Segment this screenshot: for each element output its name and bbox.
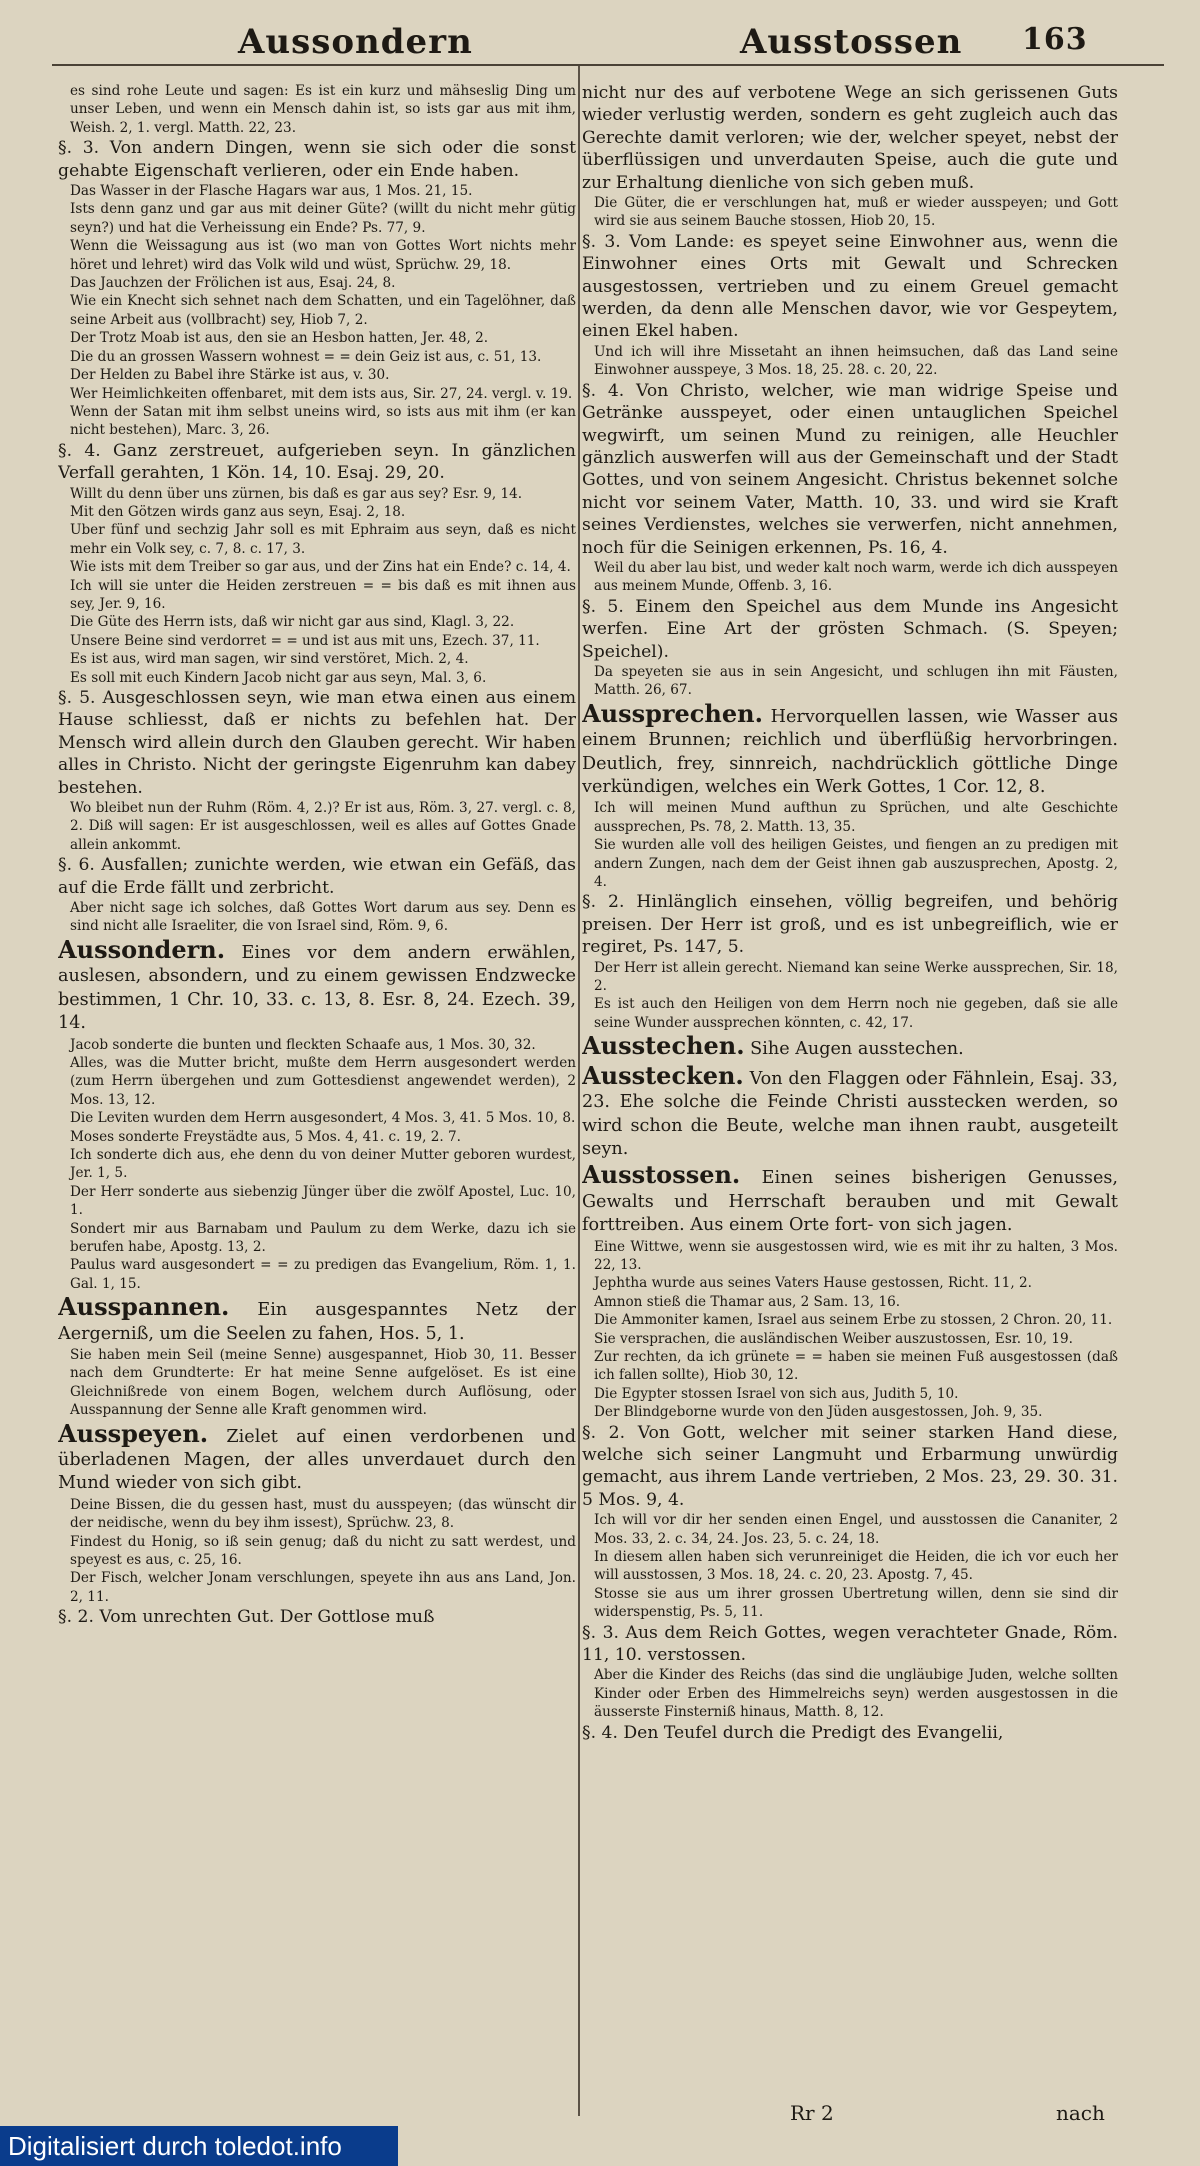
entry-definition: Eines vor dem andern erwählen, auslesen, absondern, und zu einem gewissen Endzwecke bestimmen, 1 Chr. 10, 33. c. 13, 8. Esr. 8, 24. Ezech. 39, 14. (58, 942, 576, 1034)
citation-paragraph: Es ist aus, wird man sagen, wir sind verstöret, Mich. 2, 4. (70, 651, 469, 668)
entry-definition: Hervorquellen lassen, wie Wasser aus einem Brunnen; reichlich und überflüßig hervorbringen. Deutlich, frey, sinnreich, nachdrücklich göttliche Dinge verkündigen, welches ein Werk Gottes, 1 Cor. 12, 8. (582, 706, 1118, 797)
header-rule (52, 64, 1164, 66)
entry-definition: Einen seines bisherigen Genusses, Gewalts und Herrschaft berauben und mit Gewalt forttreiben. Aus einem Orte fort- von sich jagen. (582, 1168, 1118, 1236)
citation-paragraph: Der Fisch, welcher Jonam verschlungen, speyete ihn aus ans Land, Jon. 2, 11. (70, 1570, 576, 1605)
catchword: nach (1056, 2101, 1105, 2125)
citation-paragraph: Das Wasser in der Flasche Hagars war aus, 1 Mos. 21, 15. (70, 183, 473, 200)
citation-paragraph: Und ich will ihre Missetaht an ihnen heimsuchen, daß das Land seine Einwohner ausspeye, 3 Mos. 18, 25. 28. c. 20, 22. (594, 343, 1118, 379)
citation-paragraph: Wer Heimlichkeiten offenbaret, mit dem ists aus, Sir. 27, 24. vergl. v. 19. (70, 385, 573, 402)
citation-paragraph: Ists denn ganz und gar aus mit deiner Güte? (willt du nicht mehr gütig seyn?) und hat die Verheissung ein Ende? Ps. 77, 9. (70, 201, 576, 236)
entry-paragraph (58, 1292, 576, 1346)
section-paragraph: §. 3. Vom Lande: es speyet seine Einwohner aus, wenn die Einwohner eines Orts mit Gewalt und Schrecken ausgestossen, vertrieben und zu einem Greuel gemacht werden, da denn alle Menschen davor, wie vor Gespeytem, einen Ekel haben. (582, 231, 1118, 342)
headword: Ausstecken. (582, 1060, 744, 1090)
section-paragraph: §. 2. Vom unrechten Gut. Der Gottlose muß (58, 1607, 435, 1628)
citation-paragraph: Es soll mit euch Kindern Jacob nicht gar aus seyn, Mal. 3, 6. (70, 669, 487, 686)
citation-paragraph: Amnon stieß die Thamar aus, 2 Sam. 13, 16. (594, 1293, 901, 1310)
section-paragraph: nicht nur des auf verbotene Wege an sich gerissenen Guts wieder verlustig werden, sondern es geht zugleich auch das Gerechte damit verloren; wie der, welcher speyet, nebst der überflüssigen und unverdauten Speise, auch die gute und zur Erhaltung dienliche von sich geben muß. (582, 83, 1118, 193)
citation-paragraph: Jephtha wurde aus seines Vaters Hause gestossen, Richt. 11, 2. (594, 1275, 1032, 1292)
entry-paragraph (582, 1031, 1118, 1061)
entry-definition: Sihe Augen ausstechen. (744, 1039, 964, 1060)
citation-paragraph: Sie haben mein Seil (meine Senne) ausgespannet, Hiob 30, 11. Besser nach dem Grundterte: Er hat meine Senne aufgelöset. Es ist eine Gleichnißrede von einem Bogen, welchem durch Auflösung, oder Ausspannung der Senne alle Kraft genommen wird. (70, 1347, 576, 1419)
citation-paragraph: Alles, was die Mutter bricht, mußte dem Herrn ausgesondert werden (zum Herrn übergehen und zum Gottesdienst angewendet werden), 2 Mos. 13, 12. (70, 1054, 576, 1108)
citation-paragraph: Deine Bissen, die du gessen hast, must du ausspeyen; (das wünscht dir der neidische, wenn du bey ihm issest), Sprüchw. 23, 8. (70, 1496, 576, 1532)
citation-paragraph: Ich will vor dir her senden einen Engel, und ausstossen die Cananiter, 2 Mos. 33, 2. c. 34, 24. Jos. 23, 5. c. 24, 18. (594, 1512, 1118, 1547)
headword: Ausspannen. (58, 1292, 230, 1322)
headword: Ausstossen. (582, 1160, 741, 1190)
running-head-right: Ausstossen (740, 22, 963, 62)
citation-paragraph: Wenn der Satan mit ihm selbst uneins wird, so ists aus mit ihm (er kan nicht bestehen), Marc. 3, 26. (70, 403, 576, 439)
section-paragraph: §. 2. Von Gott, welcher mit seiner starken Hand diese, welche sich seiner Langmuht und Erbarmung unwürdig gemacht, aus ihrem Lande vertrieben, 2 Mos. 23, 29. 30. 31. 5 Mos. 9, 4. (582, 1422, 1118, 1510)
citation-paragraph: Der Blindgeborne wurde von den Jüden ausgestossen, Joh. 9, 35. (594, 1404, 1043, 1421)
signature-mark: Rr 2 (790, 2101, 834, 2125)
headword: Aussprechen. (582, 698, 763, 728)
citation-paragraph: es sind rohe Leute und sagen: Es ist ein kurz und mähseslig Ding um unser Leben, und wenn ein Mensch dahin ist, so ists gar aus mit ihm, Weish. 2, 1. vergl. Matth. 22, 23. (70, 83, 576, 136)
headword: Ausspeyen. (58, 1418, 209, 1448)
citation-paragraph: Die Güte des Herrn ists, daß wir nicht gar aus sind, Klagl. 3, 22. (70, 614, 515, 631)
citation-paragraph: Stosse sie aus um ihrer grossen Ubertretung willen, denn sie sind dir widerspenstig, Ps. 5, 11. (594, 1585, 1118, 1621)
citation-paragraph: Die Egypter stossen Israel von sich aus, Judith 5, 10. (594, 1385, 959, 1402)
citation-paragraph: Wenn die Weissagung aus ist (wo man von Gottes Wort nichts mehr höret und lehret) wird das Volk wild und wüst, Sprüchw. 29, 18. (70, 238, 576, 273)
page-header (0, 0, 1200, 68)
column-divider (578, 66, 580, 2116)
citation-paragraph: Moses sonderte Freystädte aus, 5 Mos. 4, 41. c. 19, 2. 7. (70, 1128, 461, 1145)
entry-definition: Ein ausgespanntes Netz der Aergerniß, um die Seelen zu fahen, Hos. 5, 1. (58, 1300, 576, 1344)
section-paragraph: §. 3. Von andern Dingen, wenn sie sich oder die sonst gehabte Eigenschaft verlieren, oder ein Ende haben. (58, 138, 576, 181)
citation-paragraph: Aber nicht sage ich solches, daß Gottes Wort darum aus sey. Denn es sind nicht alle Israeliter, die von Israel sind, Röm. 9, 6. (70, 900, 576, 935)
citation-paragraph: Wie ists mit dem Treiber so gar aus, und der Zins hat ein Ende? c. 14, 4. (70, 559, 571, 576)
citation-paragraph: Die Güter, die er verschlungen hat, muß er wieder ausspeyen; und Gott wird sie aus seinem Bauche stossen, Hiob 20, 15. (594, 195, 1118, 230)
citation-paragraph: Es ist auch den Heiligen von dem Herrn noch nie gegeben, daß sie alle seine Wunder aussprechen könnten, c. 42, 17. (594, 996, 1118, 1031)
running-head-left: Aussondern (238, 22, 473, 62)
right-column (582, 82, 1118, 2092)
citation-paragraph: Die Leviten wurden dem Herrn ausgesondert, 4 Mos. 3, 41. 5 Mos. 10, 8. (70, 1110, 576, 1127)
citation-paragraph: Eine Wittwe, wenn sie ausgestossen wird, wie es mit ihr zu halten, 3 Mos. 22, 13. (594, 1238, 1118, 1273)
citation-paragraph: Das Jauchzen der Frölichen ist aus, Esaj. 24, 8. (70, 275, 396, 292)
citation-paragraph: Willt du denn über uns zürnen, bis daß es gar aus sey? Esr. 9, 14. (70, 485, 523, 502)
citation-paragraph: Weil du aber lau bist, und weder kalt noch warm, werde ich dich ausspeyen aus meinem Munde, Offenb. 3, 16. (594, 559, 1118, 595)
citation-paragraph: Sie wurden alle voll des heiligen Geistes, und fiengen an zu predigen mit andern Zungen, nach dem der Geist ihnen gab auszusprechen, Apostg. 2, 4. (594, 837, 1118, 891)
section-paragraph: §. 4. Von Christo, welcher, wie man widrige Speise und Getränke ausspeyet, oder einen untauglichen Speichel wegwirft, um seinen Mund zu reinigen, alle Heuchler gänzlich auswerfen will aus der Gemeinschaft und der Stadt Gottes, und von seinem Angesicht. Christus bekennet solche nicht vor seinem Vater, Matth. 10, 33. und wird sie Kraft seines Verdienstes, welches sie verwerfen, nicht annehmen, noch für die Seinigen erkennen, Ps. 16, 4. (582, 380, 1118, 558)
citation-paragraph: Sie versprachen, die ausländischen Weiber auszustossen, Esr. 10, 19. (594, 1330, 1074, 1347)
entry-paragraph (582, 1160, 1118, 1237)
section-paragraph: §. 2. Hinlänglich einsehen, völlig begreifen, und behörig preisen. Der Herr ist groß, und es ist unbegreiflich, wie er regiret, Ps. 147, 5. (582, 892, 1118, 958)
entry-definition: Von den Flaggen oder Fähnlein, Esaj. 33, 23. Ehe solche die Feinde Christi ausstecken werden, so wird schon die Beute, welche man ihnen raubt, ausgeteilt seyn. (582, 1068, 1118, 1159)
citation-paragraph: In diesem allen haben sich verunreiniget die Heiden, die ich vor euch her will ausstossen, 3 Mos. 18, 24. c. 20, 23. Apostg. 7, 45. (594, 1549, 1118, 1584)
digitization-watermark[interactable]: Digitalisiert durch toledot.info (0, 2126, 398, 2166)
citation-paragraph: Der Herr sonderte aus siebenzig Jünger über die zwölf Apostel, Luc. 10, 1. (70, 1183, 576, 1219)
section-paragraph: §. 5. Einem den Speichel aus dem Munde ins Angesicht werfen. Eine Art der grösten Schmach. (S. Speyen; Speichel). (582, 596, 1118, 662)
citation-paragraph: Jacob sonderte die bunten und fleckten Schaafe aus, 1 Mos. 30, 32. (70, 1036, 536, 1053)
citation-paragraph: Sondert mir aus Barnabam und Paulum zu dem Werke, dazu ich sie berufen habe, Apostg. 13, 2. (70, 1220, 576, 1255)
citation-paragraph: Uber fünf und sechzig Jahr soll es mit Ephraim aus seyn, daß es nicht mehr ein Volk sey, c. 7, 8. c. 17, 3. (70, 522, 576, 557)
citation-paragraph: Der Trotz Moab ist aus, den sie an Hesbon hatten, Jer. 48, 2. (70, 330, 489, 347)
citation-paragraph: Ich sonderte dich aus, ehe denn du von deiner Mutter geboren wurdest, Jer. 1, 5. (70, 1146, 576, 1182)
headword: Ausstechen. (582, 1031, 745, 1061)
section-paragraph: §. 6. Ausfallen; zunichte werden, wie etwan ein Gefäß, das auf die Erde fällt und zerbricht. (58, 855, 576, 898)
citation-paragraph: Der Helden zu Babel ihre Stärke ist aus, v. 30. (70, 367, 390, 384)
citation-paragraph: Findest du Honig, so iß sein genug; daß du nicht zu satt werdest, und speyest es aus, c. 25, 16. (70, 1533, 576, 1569)
citation-paragraph: Paulus ward ausgesondert = = zu predigen das Evangelium, Röm. 1, 1. Gal. 1, 15. (70, 1257, 576, 1292)
citation-paragraph: Der Herr ist allein gerecht. Niemand kan seine Werke aussprechen, Sir. 18, 2. (594, 959, 1118, 995)
citation-paragraph: Mit den Götzen wirds ganz aus seyn, Esaj. 2, 18. (70, 503, 406, 520)
citation-paragraph: Da speyeten sie aus in sein Angesicht, und schlugen ihn mit Fäusten, Matth. 26, 67. (594, 663, 1118, 699)
citation-paragraph: Unsere Beine sind verdorret = = und ist aus mit uns, Ezech. 37, 11. (70, 632, 540, 649)
headword: Aussondern. (58, 934, 226, 964)
citation-paragraph: Ich will sie unter die Heiden zerstreuen = = bis daß es mit ihnen aus sey, Jer. 9, 16. (70, 577, 576, 612)
section-paragraph: §. 5. Ausgeschlossen seyn, wie man etwa einen aus einem Hause schliesst, daß er nichts zu befehlen hat. Der Mensch wird allein durch den Glauben gerecht. Wir haben alles in Christo. Nicht der geringste Eigenruhm kan dabey bestehen. (58, 688, 576, 798)
citation-paragraph: Wo bleibet nun der Ruhm (Röm. 4, 2.)? Er ist aus, Röm. 3, 27. vergl. c. 8, 2. Diß will sagen: Er ist ausgeschlossen, weil es alles auf Gottes Gnade allein ankommt. (70, 800, 576, 853)
entry-paragraph (58, 1418, 576, 1496)
citation-paragraph: Aber die Kinder des Reichs (das sind die ungläubige Juden, welche sollten Kinder oder Erben des Himmelreichs seyn) werden ausgestossen in die äusserste Finsterniß hinaus, Matth. 8, 12. (594, 1667, 1118, 1721)
page-number: 163 (1022, 22, 1088, 57)
entry-paragraph (58, 934, 576, 1036)
entry-definition: Zielet auf einen verdorbenen und überladenen Magen, der alles unverdauet durch den Mund wieder von sich gibt. (58, 1426, 576, 1494)
citation-paragraph: Die du an grossen Wassern wohnest = = dein Geiz ist aus, c. 51, 13. (70, 348, 542, 365)
entry-paragraph (582, 1060, 1118, 1162)
citation-paragraph: Zur rechten, da ich grünete = = haben sie meinen Fuß ausgestossen (daß ich fallen sollte), Hiob 30, 12. (594, 1348, 1118, 1384)
section-paragraph: §. 4. Ganz zerstreuet, aufgerieben seyn. In gänzlichen Verfall gerahten, 1 Kön. 14, 10. Esaj. 29, 20. (58, 440, 576, 484)
citation-paragraph: Ich will meinen Mund aufthun zu Sprüchen, und alte Geschichte aussprechen, Ps. 78, 2. Matth. 13, 35. (594, 800, 1118, 835)
citation-paragraph: Die Ammoniter kamen, Israel aus seinem Erbe zu stossen, 2 Chron. 20, 11. (594, 1312, 1113, 1329)
left-column (58, 82, 576, 2092)
entry-paragraph (582, 698, 1118, 800)
section-paragraph: §. 4. Den Teufel durch die Predigt des Evangelii, (582, 1722, 1004, 1743)
section-paragraph: §. 3. Aus dem Reich Gottes, wegen verachteter Gnade, Röm. 11, 10. verstossen. (582, 1622, 1118, 1666)
citation-paragraph: Wie ein Knecht sich sehnet nach dem Schatten, und ein Tagelöhner, daß seine Arbeit aus (vollbracht) sey, Hiob 7, 2. (70, 293, 576, 328)
